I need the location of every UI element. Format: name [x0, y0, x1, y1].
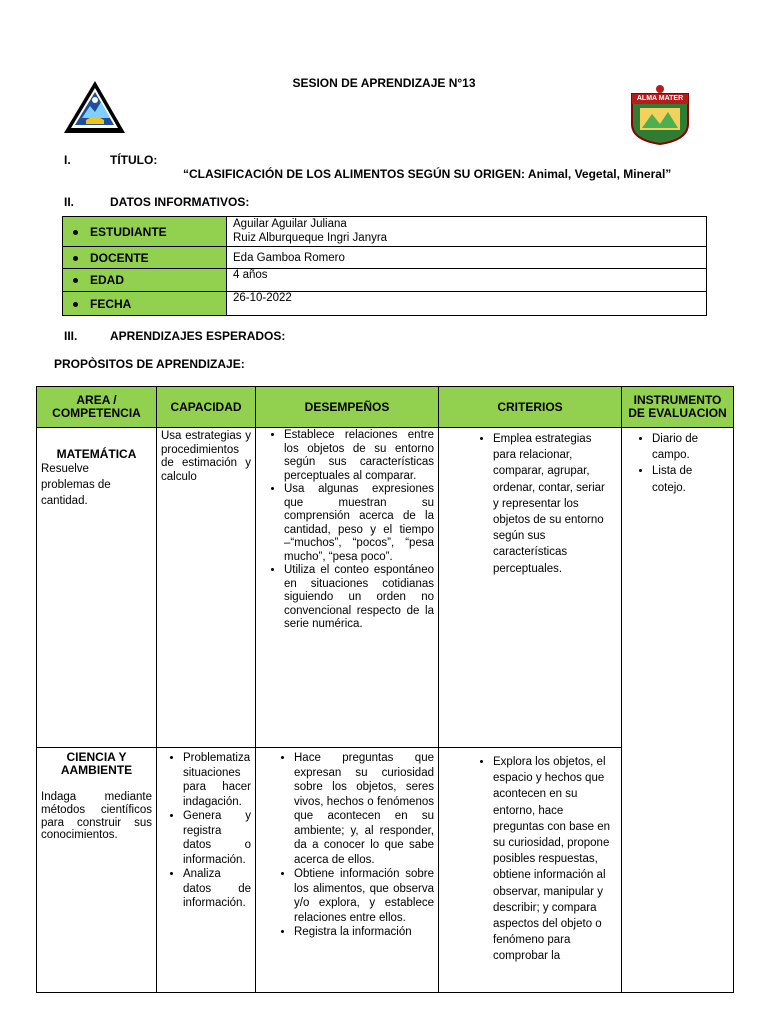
section-3-number: III. — [64, 329, 78, 343]
capacidad-matematica: Usa estrategias y procedimientos de estimación y calculo — [157, 428, 256, 748]
info-table — [62, 216, 707, 316]
fecha-label: FECHA — [90, 296, 132, 311]
section-1-label: TÍTULO: — [110, 153, 158, 167]
capacidad-item: • Analiza datos de información. — [183, 867, 251, 911]
info-row-estudiante — [63, 217, 707, 247]
edad-label: EDAD — [90, 273, 125, 287]
desempeno-item: • Registra la información — [294, 925, 434, 940]
section-2-number: II. — [64, 195, 75, 209]
instrumentos-list — [626, 431, 729, 496]
bullet-icon — [73, 256, 78, 261]
instrumento-item: • Diario de campo. — [652, 431, 729, 463]
learning-table — [36, 386, 734, 993]
desempeno-item: • Utiliza el conteo espontáneo en situaciones cotidianas siguiendo un orden no convencional respecto de la serie numérica. — [284, 564, 434, 632]
header-area: AREA / COMPETENCIA — [37, 387, 157, 428]
section-2-label: DATOS INFORMATIVOS: — [110, 195, 250, 209]
document-title: SESION DE APRENDIZAJE N°13 — [292, 76, 476, 90]
crest-text: ALMA MATER — [636, 95, 684, 102]
criterios-list-matematica — [443, 431, 617, 577]
area-title-matematica: MATEMÁTICA — [56, 447, 137, 461]
desempeno-item: • Usa algunas expresiones que muestran su comprensión acerca de la cantidad, peso y el tiempo –“muchos”, “pocos”, “pesa mucho”, “pesa poco”. — [284, 483, 434, 564]
area-title-ciencia: CIENCIA Y AAMBIENTE — [60, 750, 133, 777]
instrumento-item: • Lista de cotejo. — [652, 463, 729, 495]
section-3-label: APRENDIZAJES ESPERADOS: — [110, 329, 286, 343]
docente-value: Eda Gamboa Romero — [227, 247, 707, 269]
info-row-edad — [63, 269, 707, 292]
section-1-number: I. — [64, 153, 71, 167]
docente-label: DOCENTE — [90, 250, 149, 265]
row-matematica — [37, 428, 734, 748]
session-title: “CLASIFICACIÓN DE LOS ALIMENTOS SEGÚN SU ORIGEN: Animal, Vegetal, Mineral” — [183, 167, 672, 181]
fecha-value: 26-10-2022 — [227, 292, 707, 316]
header-capacidad: CAPACIDAD — [157, 387, 256, 428]
competencia-ciencia: Indaga mediante métodos científicos para construir sus conocimientos. — [41, 791, 152, 842]
desempenos-list-ciencia — [260, 751, 434, 940]
desempeno-item: • Establece relaciones entre los objetos de su entorno según sus características perceptuales al comparar. — [284, 429, 434, 483]
desempenos-list-matematica — [260, 429, 434, 632]
estudiante-label: ESTUDIANTE — [90, 224, 167, 239]
edad-value: 4 años — [227, 269, 707, 292]
info-row-fecha — [63, 292, 707, 316]
header-criterios: CRITERIOS — [439, 387, 622, 428]
bullet-icon — [73, 230, 78, 235]
estudiante-name-2: Ruiz Alburqueque Ingri Janyra — [233, 232, 388, 244]
header-instrumento: INSTRUMENTO DE EVALUACION — [622, 387, 734, 428]
propositos-heading: PROPÒSITOS DE APRENDIZAJE: — [54, 357, 245, 371]
desempeno-item: • Obtiene información sobre los alimentos, que observa y/o explora, y establece relaciones entre ellos. — [294, 867, 434, 925]
bullet-icon — [73, 302, 78, 307]
capacidad-item: • Problematiza situaciones para hacer indagación. — [183, 751, 251, 809]
learning-table-header — [37, 387, 734, 428]
criterio-item: • Explora los objetos, el espacio y hechos que acontecen en su entorno, hace preguntas con base en su curiosidad, propone posibles respuestas, obtiene información al observar, manipular y describir; y compara aspectos del objeto o fenómeno para comprobar la — [493, 754, 611, 965]
bullet-icon — [73, 278, 78, 283]
right-school-crest — [628, 84, 692, 146]
capacidad-item: • Genera y registra datos o información. — [183, 809, 251, 867]
desempeno-item: • Hace preguntas que expresan su curiosidad sobre los objetos, seres vivos, hechos o fenómenos que acontecen en su ambiente; y, al responder, da a conocer lo que sabe acerca de ellos. — [294, 751, 434, 867]
header-desempenos: DESEMPEÑOS — [256, 387, 439, 428]
criterio-item: • Emplea estrategias para relacionar, comparar, agrupar, ordenar, contar, seriar y representar los objetos de su entorno según sus características perceptuales. — [493, 431, 607, 577]
competencia-matematica: Resuelve problemas de cantidad. — [41, 463, 111, 507]
estudiante-name-1: Aguilar Aguilar Juliana — [233, 218, 347, 230]
criterios-list-ciencia — [443, 754, 617, 965]
info-row-docente — [63, 247, 707, 269]
capacidades-list-ciencia — [161, 751, 251, 911]
